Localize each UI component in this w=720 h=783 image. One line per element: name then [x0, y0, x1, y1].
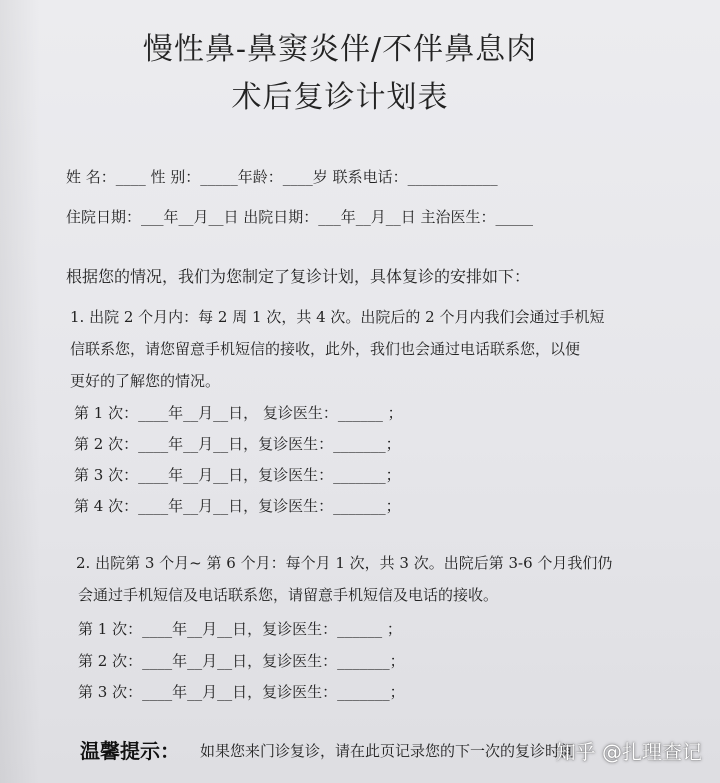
- tip-text: 如果您来门诊复诊，请在此页记录您的下一次的复诊时间: [200, 742, 576, 760]
- section2-visit-3: 第 3 次：____年__月__日，复诊医生：_______；: [78, 683, 405, 701]
- section2-line1: 2. 出院第 3 个月~ 第 6 个月：每个月 1 次，共 3 次。出院后第 3-6 个月我们仍: [76, 554, 613, 572]
- section2-visit-1: 第 1 次：____年__月__日，复诊医生：______ ；: [78, 620, 402, 638]
- patient-info-row1: 姓 名：____ 性 别：_____年龄：____岁 联系电话：____________: [66, 168, 498, 186]
- zhihu-watermark: 知乎 @扎理查记: [555, 740, 702, 764]
- tip-label: 温馨提示：: [80, 739, 180, 763]
- page-shadow: [0, 0, 40, 783]
- section1-line3: 更好的了解您的情况。: [70, 372, 221, 390]
- document-title-line2: 术后复诊计划表: [231, 80, 449, 115]
- section1-visit-3: 第 3 次：____年__月__日，复诊医生：_______；: [74, 466, 401, 484]
- patient-info-row2: 住院日期：___年__月__日 出院日期：___年__月__日 主治医生：_____: [66, 208, 534, 226]
- section1-visit-2: 第 2 次：____年__月__日，复诊医生：_______；: [74, 435, 401, 453]
- section1-visit-4: 第 4 次：____年__月__日，复诊医生：_______；: [74, 497, 401, 515]
- document-title-line1: 慢性鼻-鼻窦炎伴/不伴鼻息肉: [142, 32, 538, 67]
- section2-line2: 会通过手机短信及电话联系您，请留意手机短信及电话的接收。: [78, 586, 499, 604]
- section1-line1: 1. 出院 2 个月内：每 2 周 1 次，共 4 次。出院后的 2 个月内我们会通过手机短: [70, 308, 605, 326]
- section1-visit-1: 第 1 次：____年__月__日， 复诊医生：______ ；: [74, 404, 403, 422]
- section1-line2: 信联系您，请您留意手机短信的接收，此外，我们也会通过电话联系您，以便: [70, 340, 581, 358]
- section2-visit-2: 第 2 次：____年__月__日，复诊医生：_______；: [78, 652, 405, 670]
- intro-text: 根据您的情况，我们为您制定了复诊计划，具体复诊的安排如下：: [66, 267, 531, 286]
